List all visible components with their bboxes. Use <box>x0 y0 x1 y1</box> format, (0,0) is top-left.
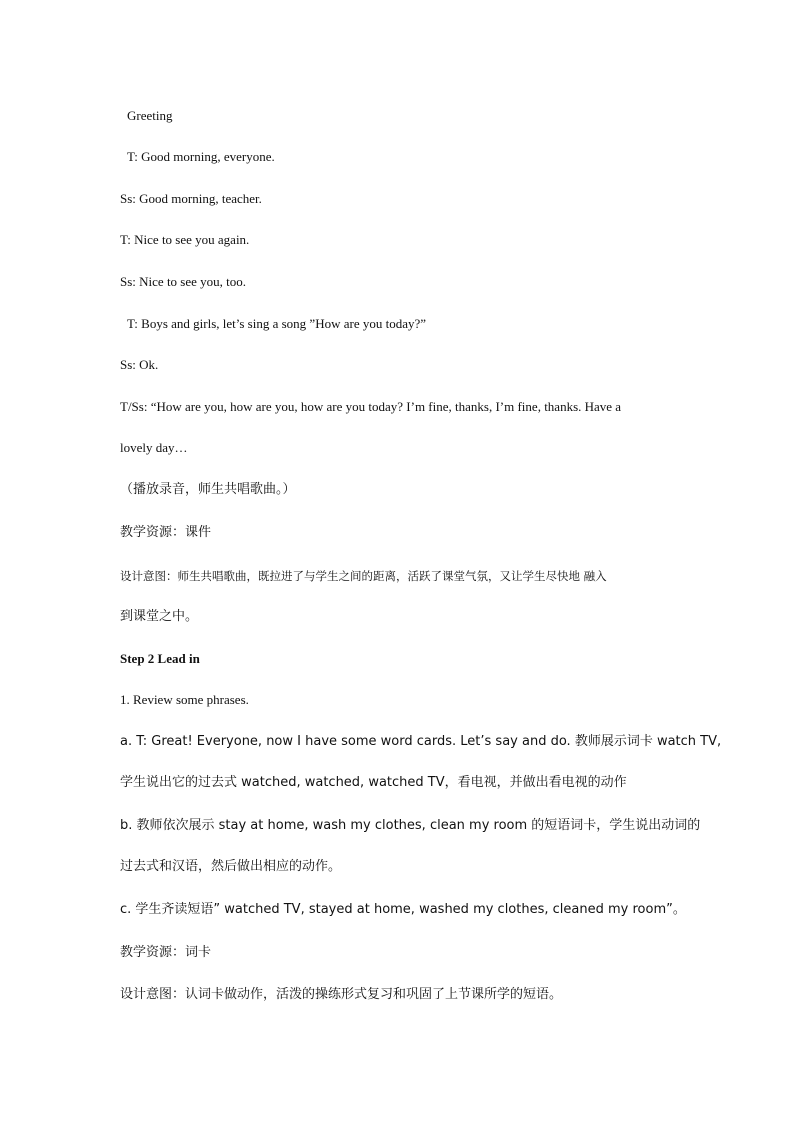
design-intent-line: 设计意图：师生共唱歌曲，既拉进了与学生之间的距离，活跃了课堂气氛，又让学生尽快地 融入 <box>120 569 607 583</box>
activity-item-b: b. 教师依次展示 stay at home, wash my clothes, clean my room 的短语词卡，学生说出动词的 <box>120 818 701 833</box>
greeting-heading: Greeting <box>127 108 173 123</box>
review-item: 1. Review some phrases. <box>120 692 249 707</box>
dialogue-line: T: Good morning, everyone. <box>127 149 275 164</box>
resource-line: 教学资源：词卡 <box>120 945 212 960</box>
step-heading: Step 2 Lead in <box>120 651 200 666</box>
activity-item-c: c. 学生齐读短语” watched TV, stayed at home, washed my clothes, cleaned my room”。 <box>120 902 686 917</box>
dialogue-line: Ss: Good morning, teacher. <box>120 191 262 206</box>
activity-item-a-cont: 学生说出它的过去式 watched, watched, watched TV，看电视，并做出看电视的动作 <box>120 775 627 790</box>
dialogue-line: Ss: Ok. <box>120 357 159 372</box>
dialogue-line: Ss: Nice to see you, too. <box>120 274 247 289</box>
dialogue-line: T: Boys and girls, let’s sing a song ”How are you today?” <box>127 316 427 331</box>
dialogue-line: lovely day… <box>120 440 188 455</box>
resource-line: 教学资源：课件 <box>120 525 212 540</box>
dialogue-line: T: Nice to see you again. <box>120 232 250 247</box>
activity-item-b-cont: 过去式和汉语，然后做出相应的动作。 <box>120 859 342 874</box>
design-intent-line: 设计意图：认词卡做动作，活泼的操练形式复习和巩固了上节课所学的短语。 <box>120 987 563 1002</box>
dialogue-line: T/Ss: “How are you, how are you, how are you today? I’m fine, thanks, I’m fine, thanks. Have a <box>120 399 622 414</box>
design-intent-line: 到课堂之中。 <box>120 609 199 624</box>
note-play-recording: （播放录音，师生共唱歌曲。） <box>120 482 296 497</box>
activity-item-a: a. T: Great! Everyone, now I have some word cards. Let’s say and do. 教师展示词卡 watch TV, <box>120 734 722 749</box>
